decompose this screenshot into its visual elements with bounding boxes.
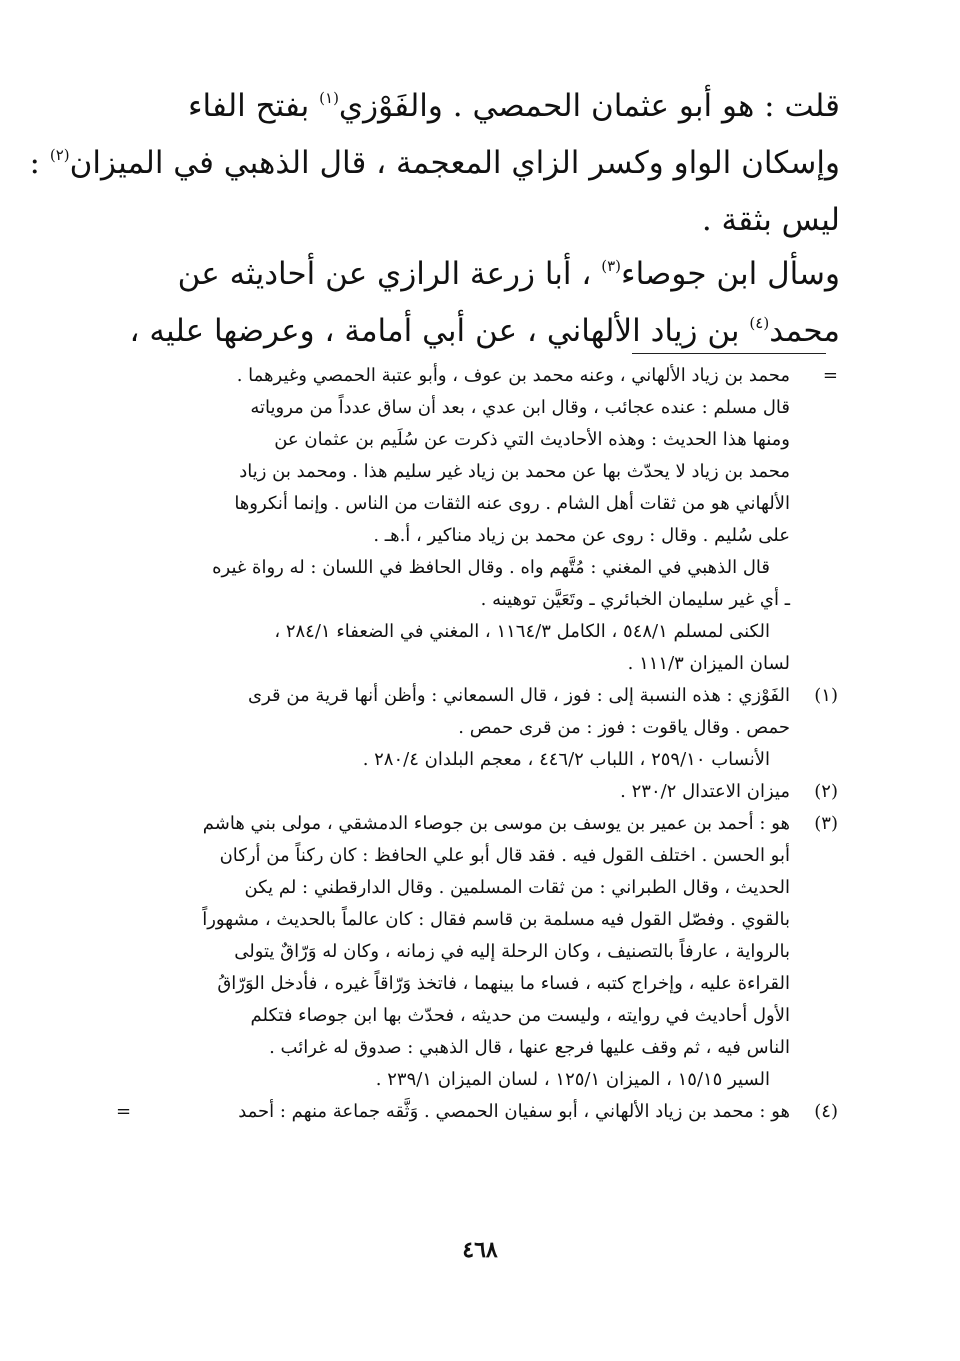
footnote-line: = محمد بن زياد الألهاني ، وعنه محمد بن عوف ، وأبو عتبة الحمصي وغيرهما . (130, 360, 838, 392)
main-line: وإسكان الواو وكسر الزاي المعجمة ، قال الذهبي في الميزان$^{(٢)}$ : (29, 145, 840, 181)
footnote-line: (١) الفَوْزي : هذه النسبة إلى : فوز ، قال السمعاني : وأظن أنها قرية من قرى (130, 680, 838, 712)
main-line: محمد$^{(٤)}$ بن زياد الألهاني ، عن أبي أمامة ، وعرضها عليه ، (129, 313, 840, 349)
footnote-line: (٢) ميزان الاعتدال ٢٣٠/٢ . (130, 776, 838, 808)
footnote-line: قال الذهبي في المغني : مُتَّهم واه . وقال الحافظ في اللسان : له رواة غيره (212, 557, 770, 578)
footnote-line: ـ أي غير سليمان الخبائري ـ وتَعَيَّن توهينه . (480, 589, 790, 610)
footnote-line: قال مسلم : عنده عجائب ، وقال ابن عدي ، بعد أن ساق عدداً من مروياته (250, 397, 790, 418)
footnote-line: الألهاني هو من ثقات أهل الشام . روى عنه الثقات من الناس . وإنما أنكروها (234, 493, 790, 514)
footnote-line: بالرواية ، عارفاً بالتصنيف ، وكان الرحلة إليه في زمانه ، وكان له وَرّاقٌ يتولى (234, 941, 790, 962)
footnote-line: أبو الحسن . اختلف القول فيه . فقد قال أبو علي الحافظ : كان ركناً من أركان (219, 845, 790, 866)
footnote-separator (632, 353, 826, 354)
footnote-line: الأول أحاديث في روايته ، وليست من حديثه ، فحدّث بها ابن جوصاء فتكلم (250, 1005, 790, 1026)
footnote-line: حمص . وقال ياقوت : فوز : من قرى حمص . (458, 717, 790, 738)
footnote-line: لسان الميزان ١١١/٣ . (627, 653, 790, 674)
footnote-line: السير ١٥/١٥ ، الميزان ١٢٥/١ ، لسان الميزان ٢٣٩/١ . (375, 1069, 770, 1090)
footnote-line: (٤) هو : محمد بن زياد الألهاني ، أبو سفيان الحمصي . وَثَّقه جماعة منهم : أحمد = (130, 1096, 838, 1128)
continuation-marker: = (822, 365, 838, 386)
main-line: ليس بثقة . (701, 202, 840, 238)
footnote-line: الأنساب ٢٥٩/١٠ ، اللباب ٤٤٦/٢ ، معجم البلدان ٢٨٠/٤ . (362, 749, 770, 770)
main-paragraph-2 (130, 246, 840, 360)
footnote-ref: (٢) (49, 146, 70, 164)
footnote-number: (٣) (814, 813, 838, 834)
main-line: وسأل ابن جوصاء$^{(٣)}$ ، أبا زرعة الرازي عن أحاديثه عن (177, 256, 840, 292)
page-number: ٤٦٨ (462, 1237, 498, 1263)
footnote-ref: (٤) (749, 314, 770, 332)
footnotes (116, 360, 838, 1128)
footnote-line: القراءة عليه ، وإخراج كتبه ، فساء ما بينهما ، فاتخذ وَرّاقاً غيره ، فأدخل الوَرّاقُ (217, 973, 790, 994)
footnote-line: على سُليم . وقال : روى عن محمد بن زياد مناكير ، أ.هـ . (373, 525, 790, 546)
footnote-line: الناس فيه ، ثم وقف عليها فرجع عنها ، قال الذهبي : صدوق له غرائب . (269, 1037, 790, 1058)
footnote-line: (٣) هو : أحمد بن عمير بن يوسف بن موسى بن جوصاء الدمشقي ، مولى بني هاشم (130, 808, 838, 840)
footnote-line: الحديث ، وقال الطبراني : من ثقات المسلمين . وقال الدارقطني : لم يكن (244, 877, 790, 898)
footnote-number: (٢) (814, 781, 838, 802)
footnote-ref: (١) (319, 89, 339, 107)
main-line: قلت : هو أبو عثمان الحمصي . والفَوْزي$^{(١)}$ بفتح الفاء (187, 88, 840, 124)
footnote-line: الكنى لمسلم ٥٤٨/١ ، الكامل ١١٦٤/٣ ، المغني في الضعفاء ٢٨٤/١ ، (274, 621, 770, 642)
footnote-line: بالقوي . وفصّل القول فيه مسلمة بن قاسم فقال : كان عالماً بالحديث ، مشهوراً (202, 909, 790, 930)
footnote-number: (٤) (814, 1101, 838, 1122)
footnote-ref: (٣) (601, 257, 622, 275)
main-paragraph-1 (29, 78, 840, 249)
continuation-marker: = (116, 1101, 132, 1122)
footnote-line: ومنها هذا الحديث : وهذه الأحاديث التي ذكرت عن سُلَيم بن عثمان عن (274, 429, 790, 450)
footnote-number: (١) (814, 685, 838, 706)
footnote-line: محمد بن زياد لا يحدّث بها عن محمد بن زياد غير سليم هذا . ومحمد بن زياد (239, 461, 790, 482)
